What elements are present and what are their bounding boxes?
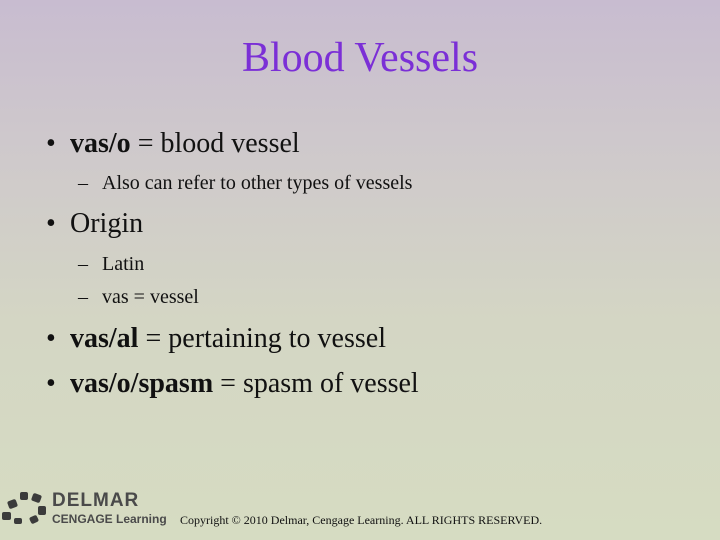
bullet-text [70,323,386,355]
term-vasal: vas/al [70,323,139,354]
bullet-marker: • [46,368,56,399]
slide-title: Blood Vessels [241,35,479,81]
logo-delmar-text: DELMAR [52,490,140,511]
bullet-text: Origin [70,208,144,239]
definition-vasospasm: = spasm of vessel [213,368,419,399]
bullet-marker: • [46,208,56,239]
logo-mark-icon [0,492,50,522]
bullet-text [70,368,419,400]
definition-vaso: = blood vessel [130,128,300,159]
sub-bullet-text [102,286,199,309]
definition-vas: = vessel [128,286,199,308]
dash-marker: – [78,253,88,275]
bullet-marker: • [46,128,56,159]
dash-marker: – [78,172,88,194]
term-vasospasm: vas/o/spasm [70,368,214,399]
term-vas: vas [102,286,129,308]
definition-vasal: = pertaining to vessel [138,323,386,354]
bullet-text [70,128,300,160]
delmar-cengage-logo [0,488,176,528]
sub-bullet-text: Also can refer to other types of vessels [102,172,413,194]
logo-cengage-text: CENGAGE Learning [52,512,167,526]
sub-bullet-text: Latin [102,253,145,275]
term-vaso: vas/o [70,128,131,159]
dash-marker: – [78,286,88,308]
bullet-marker: • [46,323,56,354]
copyright-notice: Copyright © 2010 Delmar, Cengage Learning. ALL RIGHTS RESERVED. [180,513,543,527]
